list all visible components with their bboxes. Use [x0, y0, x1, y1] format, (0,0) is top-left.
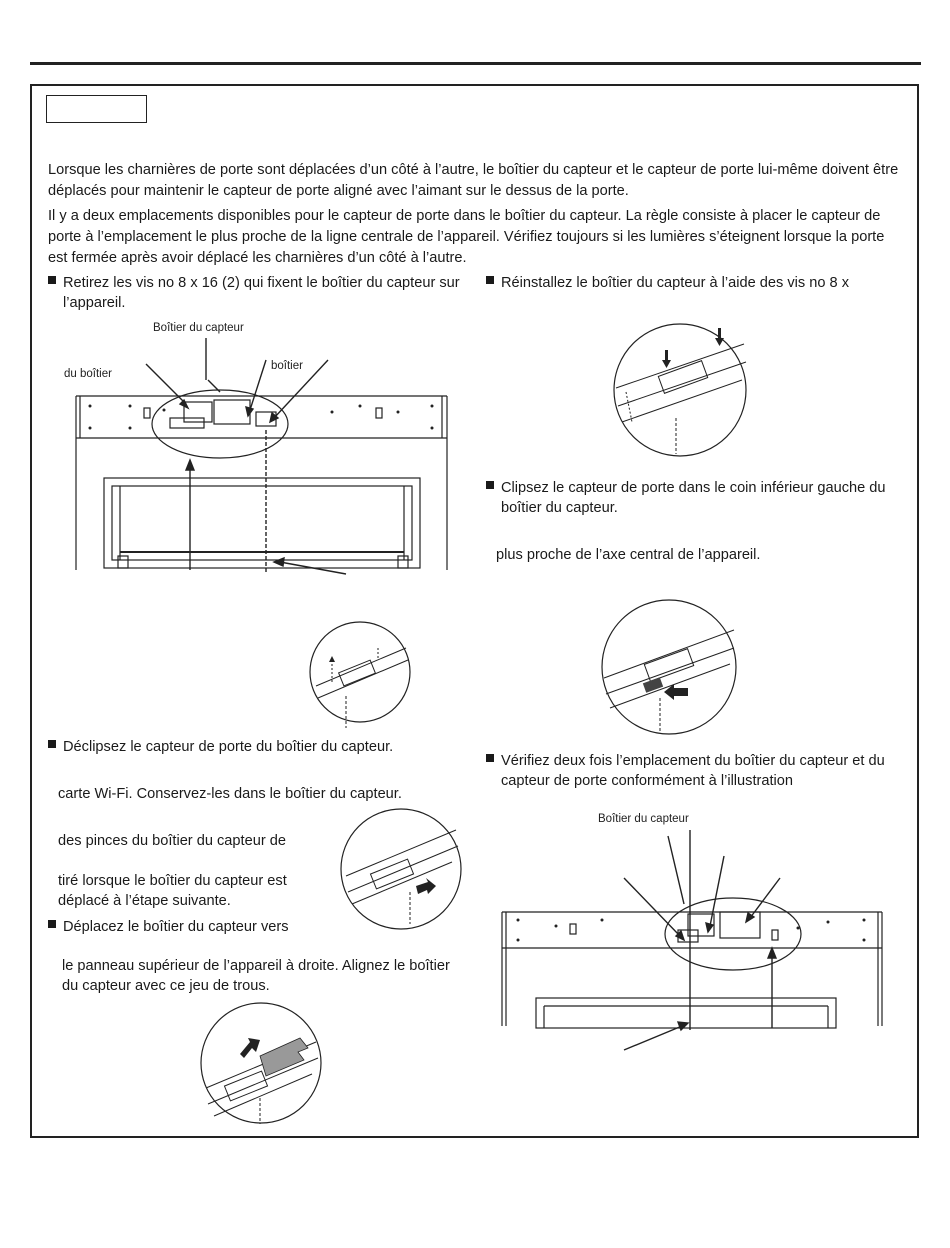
detail-clip-sensor	[600, 598, 738, 736]
step-move-housing	[48, 917, 343, 937]
intro-paragraph: Lorsque les charnières de porte sont déplacées d’un côté à l’autre, le boîtier du capteur et le capteur de porte lui-même doivent être déplacés pour maintenir le capteur de porte aligné avec l’aimant sur le dessus de la porte.	[48, 162, 899, 199]
step-verify	[486, 751, 921, 791]
step-clip-sensor	[486, 478, 921, 518]
bullet-square-icon	[48, 920, 56, 928]
top-rule	[30, 62, 921, 65]
bullet-square-icon	[48, 276, 56, 284]
step-reinstall-housing	[486, 273, 931, 293]
rule-paragraph: Il y a deux emplacements disponibles pour le capteur de porte dans le boîtier du capteur. La règle consiste à placer le capteur de porte à l’emplacement le plus proche de la ligne centrale de l’appareil. Vérifiez toujours si les lumières s’éteignent lorsque la porte est fermée après avoir déplacé les charnières d’un côté à l’autre.	[48, 208, 885, 266]
bullet-square-icon	[486, 481, 494, 489]
step-verify-text: Vérifiez deux fois l’emplacement du boîtier du capteur et du capteur de porte conformément à l’illustration	[501, 753, 885, 789]
wifi-note: carte Wi-Fi. Conservez-les dans le boîtier du capteur.	[58, 786, 402, 802]
clips-note-line2: tiré lorsque le boîtier du capteur est déplacé à l’étape suivante.	[58, 873, 287, 909]
step-move-housing-text: Déplacez le boîtier du capteur vers	[63, 919, 289, 935]
label-of-housing: du boîtier	[64, 368, 112, 380]
section-tag-box	[46, 95, 147, 123]
step-remove-screws	[48, 273, 463, 313]
diagram-verify-position	[498, 830, 888, 1050]
label-sensor-housing-2: Boîtier du capteur	[598, 813, 689, 825]
move-housing-continued: le panneau supérieur de l’appareil à droite. Alignez le boîtier du capteur avec ce jeu de trous.	[62, 958, 450, 994]
label-sensor-housing: Boîtier du capteur	[153, 322, 244, 334]
bullet-square-icon	[486, 276, 494, 284]
axis-note: plus proche de l’axe central de l’appareil.	[496, 547, 761, 563]
bullet-square-icon	[48, 740, 56, 748]
label-housing-short: boîtier	[271, 360, 303, 372]
detail-reinstall-screws	[612, 322, 748, 458]
clips-note-line1: des pinces du boîtier du capteur de	[58, 833, 286, 849]
step-unclip-sensor-text: Déclipsez le capteur de porte du boîtier du capteur.	[63, 739, 394, 755]
step-remove-screws-text: Retirez les vis no 8 x 16 (2) qui fixent le boîtier du capteur sur l’appareil.	[63, 275, 460, 311]
step-reinstall-housing-text: Réinstallez le boîtier du capteur à l’aide des vis no 8 x	[501, 275, 850, 291]
step-unclip-sensor	[48, 737, 483, 757]
detail-unclip-screws	[310, 612, 410, 732]
detail-move-housing	[200, 1002, 324, 1126]
step-clip-sensor-text: Clipsez le capteur de porte dans le coin inférieur gauche du boîtier du capteur.	[501, 480, 886, 516]
diagram-sensor-housing-location	[60, 330, 460, 580]
detail-slide-sensor	[340, 808, 464, 932]
bullet-square-icon	[486, 754, 494, 762]
